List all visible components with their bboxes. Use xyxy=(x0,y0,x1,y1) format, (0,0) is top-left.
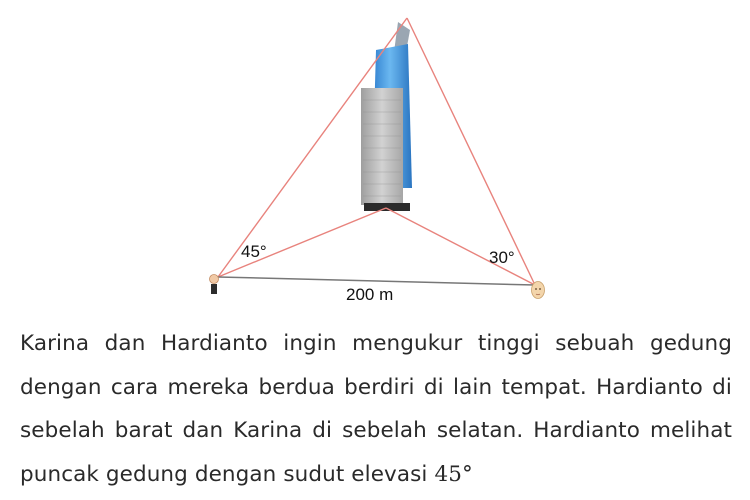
elevation-angle-value: 45° xyxy=(434,461,473,487)
problem-statement xyxy=(20,322,732,496)
building xyxy=(361,22,412,211)
person-left-icon xyxy=(210,275,219,295)
problem-text-body: Karina dan Hardianto ingin mengukur tinggi sebuah gedung dengan cara mereka berdua berdiri di lain tempat. Hardianto di sebelah barat dan Karina di sebelah selatan. Hardianto melihat puncak gedung dengan sudut elevasi xyxy=(20,331,732,487)
sight-line-right-to-top xyxy=(407,18,535,285)
distance-label: 200 m xyxy=(346,285,394,304)
line-right-to-base xyxy=(386,208,535,285)
angle-label-left: 45° xyxy=(241,242,267,261)
ground-distance-line xyxy=(218,277,535,285)
person-right-icon xyxy=(532,282,545,299)
angle-label-right: 30° xyxy=(489,248,515,267)
building-concrete-facade xyxy=(361,88,403,205)
building-base xyxy=(364,203,410,211)
